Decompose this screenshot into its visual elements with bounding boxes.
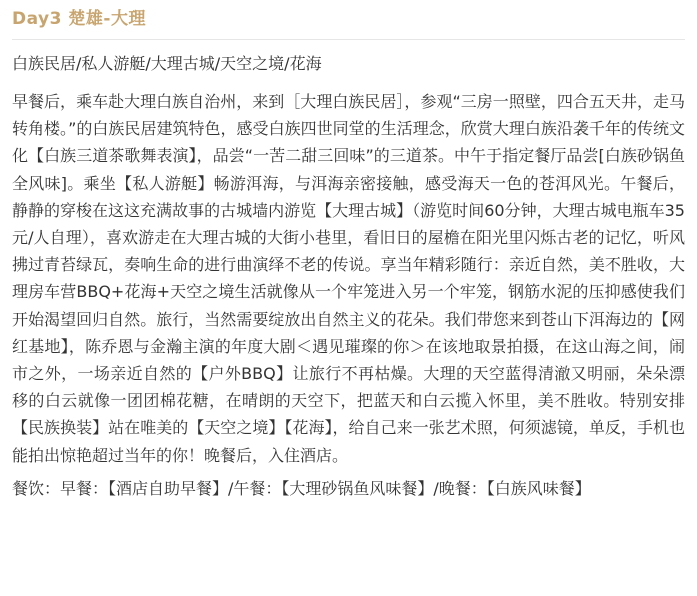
- day-title: Day3 楚雄-大理: [12, 9, 146, 29]
- itinerary-description: 早餐后，乘车赴大理白族自治州，来到［大理白族民居］，参观“三房一照壁，四合五天井，走马转角楼。”的白族民居建筑特色，感受白族四世同堂的生活理念，欣赏大理白族沿袭千年的传统文化【白族三道茶歌舞表演】，品尝“一苦二甜三回味”的三道茶。中午于指定餐厅品尝[白族砂锅鱼全风味]。乘坐【私人游艇】畅游洱海，与洱海亲密接触，感受海天一色的苍洱风光。午餐后，静静的穿梭在这这充满故事的古城墙内游览【大理古城】（游览时间60分钟，大理古城电瓶车35元/人自理），喜欢游走在大理古城的大街小巷里，看旧日的屋檐在阳光里闪烁古老的记忆，听风拂过青苔绿瓦，奏响生命的进行曲演绎不老的传说。享当年精彩随行：亲近自然，美不胜收，大理房车营BBQ+花海+天空之境生活就像从一个牢笼进入另一个牢笼，钢筋水泥的压抑感使我们开始渴望回归自然。旅行，当然需要绽放出自然主义的花朵。我们带您来到苍山下洱海边的【网红基地】，陈乔恩与金瀚主演的年度大剧＜遇见璀璨的你＞在该地取景拍摄，在这山海之间，闹市之外，一场亲近自然的【户外BBQ】让旅行不再枯燥。大理的天空蓝得清澈又明丽，朵朵漂移的白云就像一团团棉花糖，在晴朗的天空下，把蓝天和白云揽入怀里，美不胜收。特别安排【民族换装】站在唯美的【天空之境】【花海】，给自己来一张艺术照，何须滤镜，单反，手机也能拍出惊艳超过当年的你！晚餐后，入住酒店。: [12, 92, 685, 465]
- title-divider: [12, 39, 685, 40]
- route-summary: 白族民居/私人游艇/大理古城/天空之境/花海: [12, 54, 322, 73]
- meals-info: 餐饮：早餐：【酒店自助早餐】/午餐：【大理砂锅鱼风味餐】/晚餐：【白族风味餐】: [12, 478, 591, 498]
